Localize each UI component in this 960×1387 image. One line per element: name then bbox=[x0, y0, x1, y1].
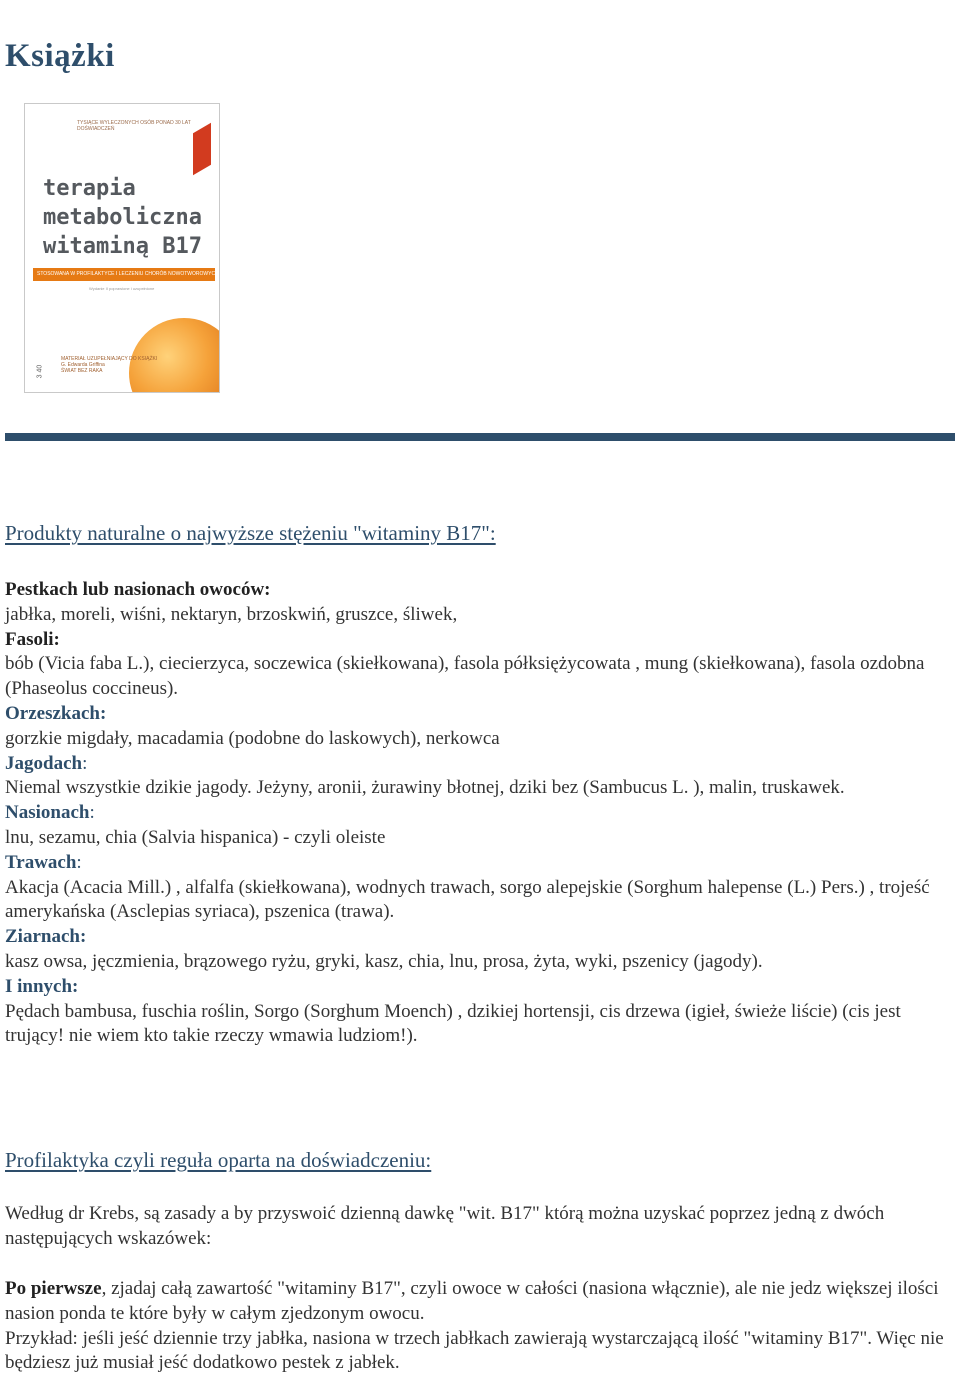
group-label: Trawach bbox=[5, 851, 77, 873]
group-label: Pestkach lub nasionach owoców: bbox=[5, 579, 271, 600]
cover-title-line: terapia bbox=[43, 176, 136, 201]
group-label: Nasionach bbox=[5, 802, 90, 824]
prophylaxis-intro bbox=[5, 1202, 955, 1252]
cover-band bbox=[33, 268, 219, 281]
cover-publisher-line: ŚWIAT BEZ RAKA bbox=[61, 368, 103, 374]
products-heading[interactable]: Produkty naturalne o najwyższe stężeniu "witaminy B17": bbox=[5, 521, 496, 545]
group-label: Ziarnach: bbox=[5, 926, 87, 948]
divider bbox=[5, 433, 955, 441]
intro-text: Według dr Krebs, są zasady a by przyswoić dzienną dawkę "wit. B17" którą można uzyskać poprzez jedną z dwóch następujących wskazówek: bbox=[5, 1203, 885, 1249]
cover-title-line: witaminą B17 bbox=[43, 234, 202, 259]
first-rule-label: Po pierwsze bbox=[5, 1278, 102, 1299]
cover-publisher bbox=[61, 356, 157, 374]
products-list bbox=[5, 578, 955, 1049]
prophylaxis-heading[interactable]: Profilaktyka czyli reguła oparta na doświadczeniu: bbox=[5, 1148, 432, 1172]
group-label: Orzeszkach: bbox=[5, 702, 107, 724]
example-text: Przykład: jeśli jeść dziennie trzy jabłka, nasiona w trzech jabłkach zawierają wystarczającą ilość "witaminy B17". Więc nie będziesz już musiał jeść dodatkowo pestek z jabłek. bbox=[5, 1327, 944, 1374]
group-text: Akacja (Acacia Mill.) , alfalfa (skiełkowana), wodnych trawach, sorgo alepejskie (Sorghum halepense (L.) Pers.) , trojeść amerykańska (Asclepias syriaca), pszenica (trawa). bbox=[5, 876, 930, 923]
group-label-colon: : bbox=[82, 752, 88, 774]
book-cover-image bbox=[24, 103, 220, 393]
group-label: Fasoli: bbox=[5, 628, 60, 650]
cover-subtitle: Wydanie II poprawione i uzupełnione bbox=[89, 286, 155, 291]
group-text: gorzkie migdały, macadamia (podobne do laskowych), nerkowca bbox=[5, 727, 500, 749]
cover-side-label: 3 40 bbox=[36, 364, 44, 379]
cover-band-text: STOSOWANA W PROFILAKTYCE I LECZENIU CHORÓB NOWOTWOROWYCH bbox=[37, 271, 219, 277]
cover-badge bbox=[193, 123, 211, 175]
cover-title bbox=[43, 174, 202, 261]
first-rule-text: , zjadaj całą zawartość "witaminy B17", czyli owoce w całości (nasiona włącznie), ale nie jedz większej ilości nasion ponda te które były w całym zjedzonym owocu. bbox=[5, 1278, 939, 1324]
cover-publisher-line: MATERIAŁ UZUPEŁNIAJĄCY DO KSIĄŻKI bbox=[61, 356, 158, 362]
page-title: Książki bbox=[5, 38, 115, 74]
prophylaxis-rules bbox=[5, 1277, 955, 1376]
group-text: bób (Vicia faba L.), ciecierzyca, soczewica (skiełkowana), fasola półksiężycowata , mung (skiełkowana), fasola ozdobna (Phaseolus coccineus). bbox=[5, 653, 925, 700]
group-text: kasz owsa, jęczmienia, brązowego ryżu, gryki, kasz, chia, lnu, prosa, żyta, wyki, pszenicy (jagody). bbox=[5, 950, 763, 972]
group-text: Niemal wszystkie dzikie jagody. Jeżyny, aronii, żurawiny błotnej, dziki bez (Sambucus L. ), malin, truskawek. bbox=[5, 777, 845, 799]
group-text: jabłka, moreli, wiśni, nektaryn, brzoskwiń, gruszce, śliwek, bbox=[5, 603, 458, 625]
group-text: Pędach bambusa, fuschia roślin, Sorgo (Sorghum Moench) , dzikiej hortensji, cis drzewa (igieł, świeże liście) (cis jest trujący! nie wiem kto takie rzeczy wmawia ludziom!). bbox=[5, 1000, 901, 1047]
cover-title-line: metaboliczna bbox=[43, 205, 202, 230]
cover-publisher-line: G. Edwarda Griffina bbox=[61, 362, 105, 368]
group-text: lnu, sezamu, chia (Salvia hispanica) - czyli oleiste bbox=[5, 826, 386, 848]
cover-blurb: TYSIĄCE WYLECZONYCH OSÓB PONAD 30 LAT DOŚWIADCZEŃ bbox=[77, 120, 191, 132]
group-label-colon: : bbox=[89, 802, 95, 824]
group-label: I innych: bbox=[5, 975, 79, 997]
group-label: Jagodach bbox=[5, 752, 83, 774]
group-label-colon: : bbox=[76, 851, 82, 873]
